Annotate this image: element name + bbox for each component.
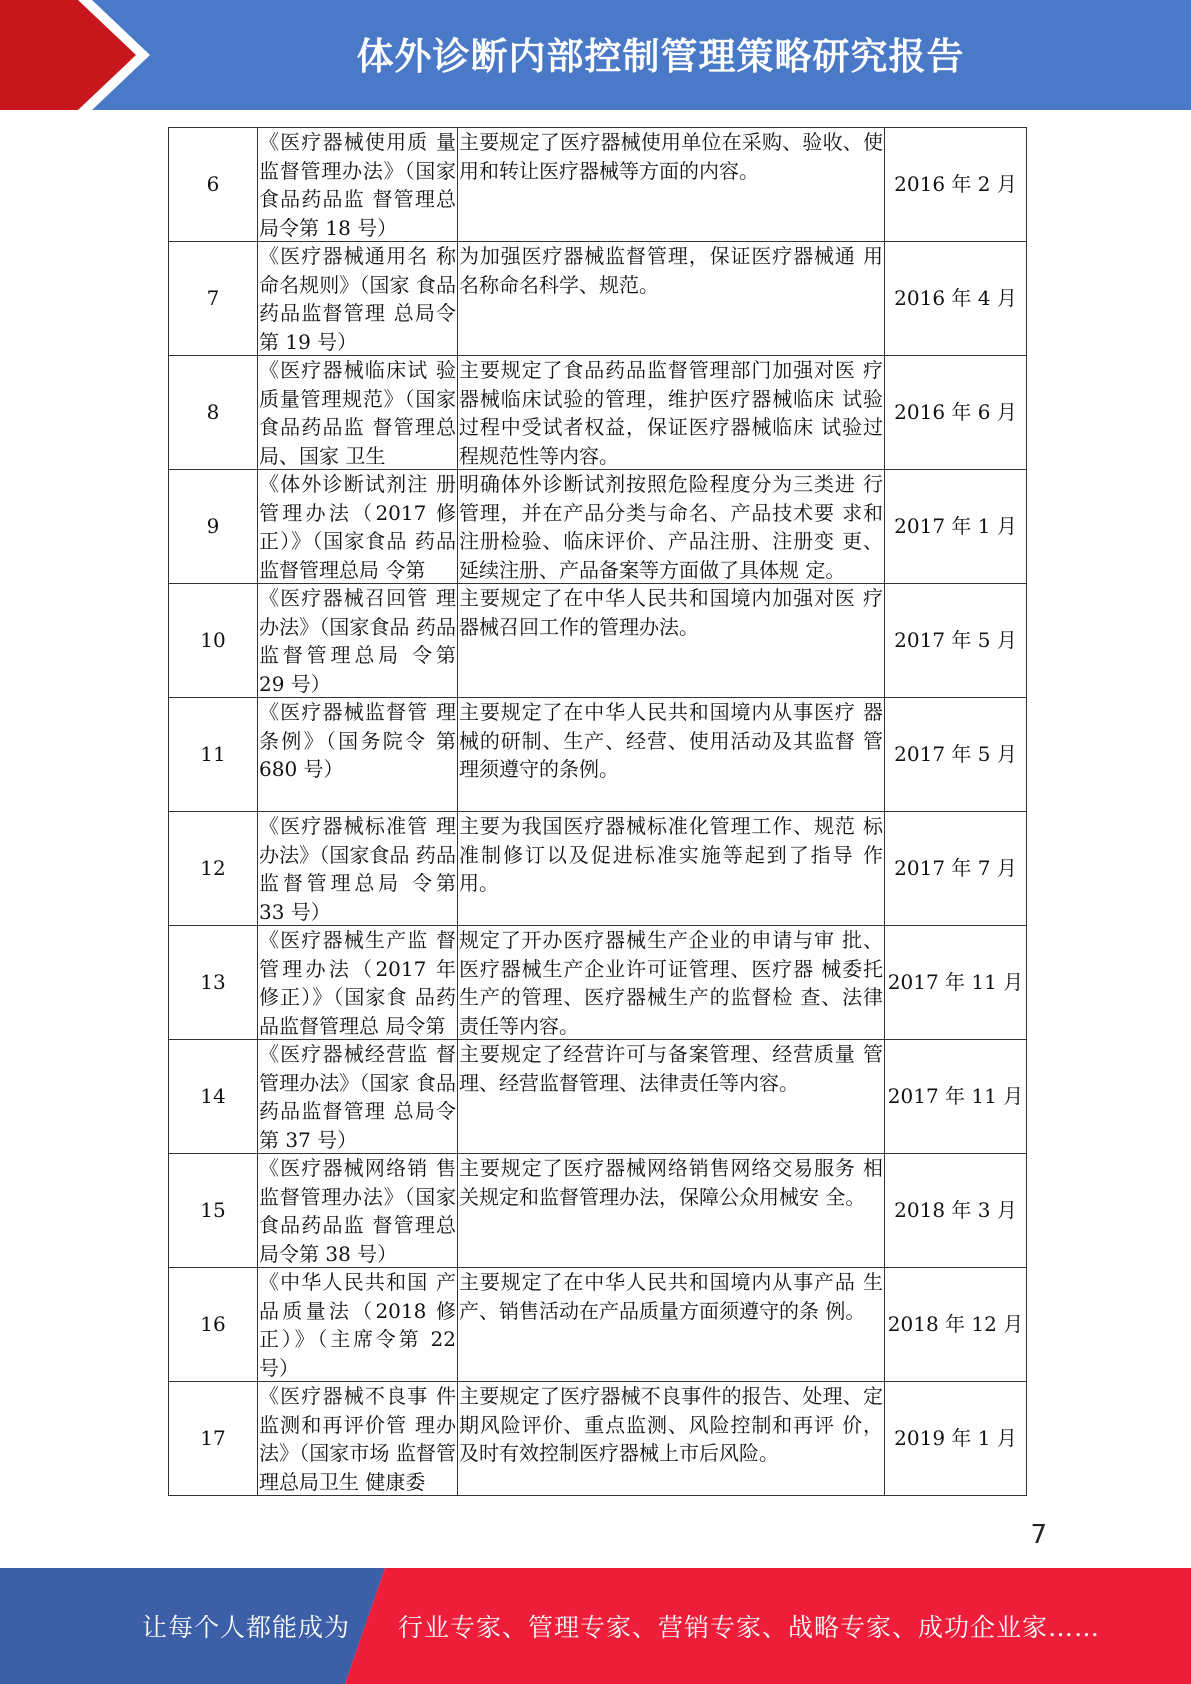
regulation-description-cell: [458, 356, 885, 470]
regulation-date: 2016 年 2 月: [894, 172, 1017, 197]
regulation-date: 2019 年 1 月: [894, 1426, 1017, 1451]
regulation-date-cell: [885, 128, 1027, 242]
table-row: [169, 1268, 1027, 1382]
regulation-name: 《医疗器械不良事 件监测和再评价管 理办法》（国家市场 监督管理总局卫生 健康委: [259, 1384, 456, 1494]
regulation-name: 《医疗器械使用质 量监督管理办法》（国家食品药品监 督管理总局令第 18 号）: [259, 130, 456, 240]
regulation-description-cell: [458, 1382, 885, 1496]
regulation-name-cell: [258, 128, 458, 242]
regulation-description-cell: [458, 698, 885, 812]
regulation-description: 主要规定了在中华人民共和国境内从事医疗 器械的研制、生产、经营、使用活动及其监督 管理须遵守的条例。: [459, 700, 883, 781]
row-number-cell: [169, 1154, 258, 1268]
row-number-cell: [169, 470, 258, 584]
row-number: 12: [200, 856, 226, 881]
row-number-cell: [169, 584, 258, 698]
row-number-cell: [169, 1268, 258, 1382]
row-number-cell: [169, 242, 258, 356]
table-row: [169, 1154, 1027, 1268]
regulation-date: 2017 年 7 月: [894, 856, 1017, 881]
footer-slogan-left: 让每个人都能成为: [142, 1613, 351, 1642]
regulation-description: 主要规定了经营许可与备案管理、经营质量 管理、经营监督管理、法律责任等内容。: [459, 1042, 883, 1095]
regulation-name-cell: [258, 1040, 458, 1154]
regulation-date: 2017 年 1 月: [894, 514, 1017, 539]
regulation-date-cell: [885, 926, 1027, 1040]
regulation-description-cell: [458, 812, 885, 926]
regulation-date: 2017 年 11 月: [887, 1084, 1024, 1109]
regulation-description-cell: [458, 1268, 885, 1382]
regulation-description-cell: [458, 926, 885, 1040]
row-number-cell: [169, 128, 258, 242]
regulation-description: 主要规定了在中华人民共和国境内加强对医 疗器械召回工作的管理办法。: [459, 586, 883, 639]
table-row: [169, 356, 1027, 470]
regulation-date-cell: [885, 356, 1027, 470]
regulations-table-body: [169, 128, 1027, 1496]
row-number: 11: [200, 742, 226, 767]
regulation-name: 《医疗器械临床试 验质量管理规范》（国家食品药品监 督管理总局、国家 卫生: [259, 358, 456, 468]
row-number: 6: [206, 172, 220, 197]
row-number: 15: [200, 1198, 226, 1223]
table-row: [169, 812, 1027, 926]
table-row: [169, 1040, 1027, 1154]
table-row: [169, 926, 1027, 1040]
regulation-description: 主要规定了医疗器械不良事件的报告、处理、定期风险评价、重点监测、风险控制和再评 价，及时有效控制医疗器械上市后风险。: [459, 1384, 883, 1465]
regulation-name-cell: [258, 356, 458, 470]
table-row: [169, 698, 1027, 812]
regulation-date: 2017 年 11 月: [887, 970, 1024, 995]
regulation-description: 主要规定了医疗器械网络销售网络交易服务 相关规定和监督管理办法，保障公众用械安 全。: [459, 1156, 883, 1209]
row-number: 14: [200, 1084, 226, 1109]
row-number: 9: [206, 514, 220, 539]
regulation-description-cell: [458, 1040, 885, 1154]
regulation-name-cell: [258, 470, 458, 584]
row-number: 10: [200, 628, 226, 653]
row-number-cell: [169, 1382, 258, 1496]
regulation-date-cell: [885, 812, 1027, 926]
row-number: 16: [200, 1312, 226, 1337]
regulation-name-cell: [258, 1382, 458, 1496]
page-number: 7: [1030, 1520, 1047, 1550]
row-number-cell: [169, 356, 258, 470]
regulation-date-cell: [885, 470, 1027, 584]
regulation-description: 规定了开办医疗器械生产企业的申请与审 批、医疗器械生产企业许可证管理、医疗器 械委托生产的管理、医疗器械生产的监督检 查、法律责任等内容。: [459, 928, 883, 1038]
regulation-date-cell: [885, 1268, 1027, 1382]
regulation-name: 《医疗器械监督管 理条例》（国务院令 第 680 号）: [259, 700, 456, 781]
regulation-name: 《医疗器械标准管 理办法》（国家食品 药品监督管理总局 令第 33 号）: [259, 814, 456, 924]
regulation-date: 2017 年 5 月: [894, 742, 1017, 767]
regulation-name-cell: [258, 1268, 458, 1382]
regulation-description-cell: [458, 470, 885, 584]
row-number: 13: [200, 970, 226, 995]
regulation-date: 2016 年 4 月: [894, 286, 1017, 311]
table-row: [169, 128, 1027, 242]
regulation-description: 主要为我国医疗器械标准化管理工作、规范 标准制修订以及促进标准实施等起到了指导 作用。: [459, 814, 883, 895]
regulation-description-cell: [458, 242, 885, 356]
regulation-date-cell: [885, 1040, 1027, 1154]
page-footer: [0, 1568, 1191, 1684]
regulation-description: 主要规定了在中华人民共和国境内从事产品 生产、销售活动在产品质量方面须遵守的条 例。: [459, 1270, 883, 1323]
regulation-description: 明确体外诊断试剂按照危险程度分为三类进 行管理，并在产品分类与命名、产品技术要 求和注册检验、临床评价、产品注册、注册变 更、延续注册、产品备案等方面做了具体规 定。: [459, 472, 883, 582]
regulation-date-cell: [885, 242, 1027, 356]
table-row: [169, 242, 1027, 356]
row-number-cell: [169, 926, 258, 1040]
regulation-date: 2018 年 12 月: [887, 1312, 1024, 1337]
regulation-name: 《医疗器械生产监 督管理办法（2017 年修正）》（国家食 品药品监督管理总 局令第: [259, 928, 456, 1038]
regulation-date-cell: [885, 698, 1027, 812]
row-number-cell: [169, 1040, 258, 1154]
row-number-cell: [169, 698, 258, 812]
regulation-name: 《医疗器械通用名 称命名规则》（国家 食品药品监督管理 总局令第 19 号）: [259, 244, 456, 354]
regulation-description-cell: [458, 584, 885, 698]
regulation-description-cell: [458, 128, 885, 242]
regulation-description-cell: [458, 1154, 885, 1268]
regulation-date-cell: [885, 584, 1027, 698]
regulation-description: 为加强医疗器械监督管理，保证医疗器械通 用名称命名科学、规范。: [459, 244, 883, 297]
row-number: 8: [206, 400, 220, 425]
regulation-name-cell: [258, 1154, 458, 1268]
table-row: [169, 1382, 1027, 1496]
regulation-name: 《中华人民共和国 产品质量法（2018 修正）》（主席令第 22 号）: [259, 1270, 456, 1380]
regulation-name: 《医疗器械召回管 理办法》（国家食品 药品监督管理总局 令第 29 号）: [259, 586, 456, 696]
regulation-name: 《医疗器械经营监 督管理办法》（国家 食品药品监督管理 总局令第 37 号）: [259, 1042, 456, 1152]
table-row: [169, 470, 1027, 584]
row-number: 7: [206, 286, 220, 311]
regulation-date: 2017 年 5 月: [894, 628, 1017, 653]
regulation-name-cell: [258, 242, 458, 356]
regulation-name-cell: [258, 698, 458, 812]
regulation-name-cell: [258, 926, 458, 1040]
regulation-date: 2016 年 6 月: [894, 400, 1017, 425]
regulation-description: 主要规定了医疗器械使用单位在采购、验收、使用和转让医疗器械等方面的内容。: [459, 130, 883, 183]
page-header: [0, 0, 1191, 110]
regulations-table: [168, 127, 1027, 1496]
regulation-name: 《医疗器械网络销 售监督管理办法》（国家食品药品监 督管理总局令第 38 号）: [259, 1156, 456, 1266]
regulation-date-cell: [885, 1382, 1027, 1496]
table-row: [169, 584, 1027, 698]
footer-slogan-right: 行业专家、管理专家、营销专家、战略专家、成功企业家……: [398, 1613, 1101, 1642]
report-title: 体外诊断内部控制管理策略研究报告: [356, 35, 965, 78]
regulation-date-cell: [885, 1154, 1027, 1268]
row-number-cell: [169, 812, 258, 926]
regulation-description: 主要规定了食品药品监督管理部门加强对医 疗器械临床试验的管理，维护医疗器械临床 试验过程中受试者权益，保证医疗器械临床 试验过程规范性等内容。: [459, 358, 883, 468]
regulation-name-cell: [258, 812, 458, 926]
row-number: 17: [200, 1426, 226, 1451]
regulation-name-cell: [258, 584, 458, 698]
regulation-date: 2018 年 3 月: [894, 1198, 1017, 1223]
regulation-name: 《体外诊断试剂注 册管理办法（2017 修正）》（国家食品 药品监督管理总局 令第: [259, 472, 456, 582]
